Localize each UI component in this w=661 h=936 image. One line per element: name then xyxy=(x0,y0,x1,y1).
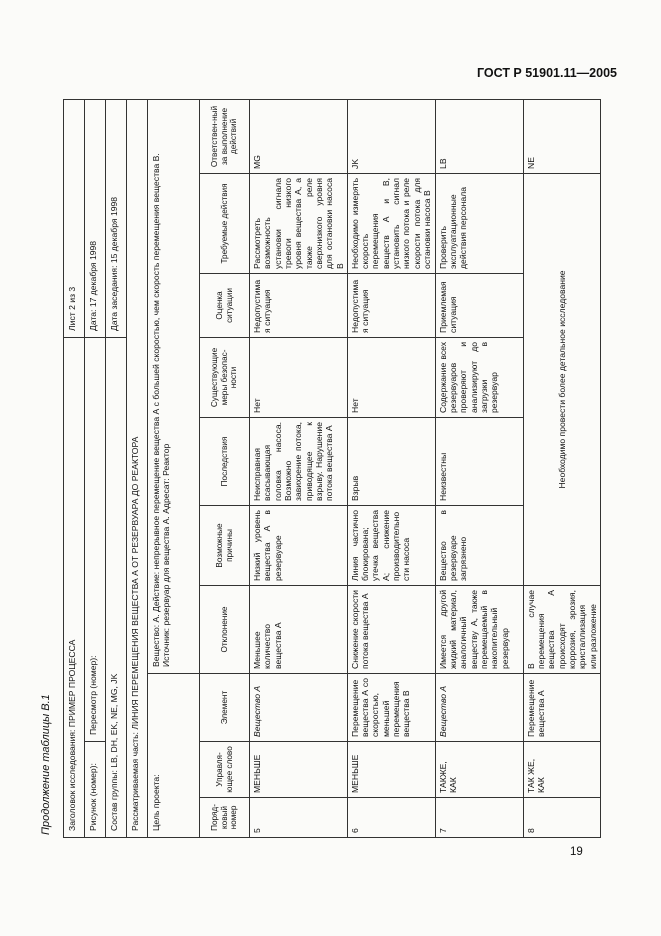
responsible: LB xyxy=(435,99,523,173)
possible-causes: Низкий уровень вещества А в резервуаре xyxy=(250,506,348,586)
guide-word: ТАК ЖЕ, КАК xyxy=(523,742,600,798)
standard-number: ГОСТ Р 51901.11—2005 xyxy=(476,66,617,80)
info-row-title xyxy=(64,99,85,837)
project-goal-label: Цель проекта: xyxy=(148,674,200,838)
info-row-goal xyxy=(148,99,200,837)
consequences: Взрыв xyxy=(347,418,435,506)
element: Вещество А xyxy=(250,674,348,742)
design-intent xyxy=(148,99,200,673)
col-header-deviation: Отклонение xyxy=(200,586,250,674)
table-row xyxy=(435,99,523,837)
col-header-actions: Требуемые действия xyxy=(200,173,250,273)
responsible: NE xyxy=(523,99,600,173)
guide-word: МЕНЬШЕ xyxy=(250,742,348,798)
page-number: 19 xyxy=(570,846,583,858)
assessment: Недопустимая ситуация xyxy=(250,273,348,337)
consequences: Неизвестны xyxy=(435,418,523,506)
team-members: Состав группы: LB, DH, EK, NE, MG, JK xyxy=(106,337,127,837)
required-actions: Рассмотреть возможность установки сигнала тревоги низкого уровня вещества А, а также реле сверхнизкого уровня для остановки насоса В xyxy=(250,173,348,273)
hazop-table xyxy=(63,99,601,838)
deviation: Снижение скорости потока вещества А xyxy=(347,586,435,674)
required-actions: Необходимо измерять скорость перемещения веществ А и В, установить сигнал низкого потока и реле скорости потока для остановки насоса В xyxy=(347,173,435,273)
existing-safeguards: Нет xyxy=(250,337,348,417)
design-intent-text: Вещество: А. Действие: непрерывное перемещение вещества А с большей скоростью, чем скорость перемещения вещества В. xyxy=(151,153,161,667)
study-title: Заголовок исследования: ПРИМЕР ПРОЦЕССА xyxy=(64,337,85,837)
row-number: 8 xyxy=(523,798,600,838)
table-row xyxy=(347,99,435,837)
col-header-element: Элемент xyxy=(200,674,250,742)
table-row xyxy=(250,99,348,837)
continuation-caption: Продолжение таблицы В.1 xyxy=(40,694,52,835)
table-row xyxy=(523,99,600,837)
assessment: Недопустимая ситуация xyxy=(347,273,435,337)
guide-word: ТАКЖЕ, КАК xyxy=(435,742,523,798)
col-header-number: Поряд-ковый номер xyxy=(200,798,250,838)
col-header-assessment: Оценка ситуации xyxy=(200,273,250,337)
further-study-note: Необходимо провести более детальное исследование xyxy=(523,173,600,585)
document-date: Дата: 17 декабря 1998 xyxy=(85,99,106,337)
required-actions: Проверить эксплуатационные действия персонала xyxy=(435,173,523,273)
responsible: MG xyxy=(250,99,348,173)
rotated-hazop-table xyxy=(63,100,598,838)
info-row-part xyxy=(127,99,148,837)
revision-number: Пересмотр (номер): xyxy=(85,337,106,741)
considered-part: Рассматриваемая часть: ЛИНИЯ ПЕРЕМЕЩЕНИЯ ВЕЩЕСТВА А ОТ РЕЗЕРВУАРА ДО РЕАКТОРА xyxy=(127,99,148,837)
col-header-safeguards: Существующие меры безопас-ности xyxy=(200,337,250,417)
deviation: Имеется другой жидкий материал, аналогичный веществу А, также перемещаемый в накопительный резервуар xyxy=(435,586,523,674)
responsible: JK xyxy=(347,99,435,173)
possible-causes: Вещество в резервуаре загрязнено xyxy=(435,506,523,586)
possible-causes: Линия частично блокирована; утечка вещества А; снижение производительности насоса xyxy=(347,506,435,586)
col-header-responsible: Ответствен-ный за выполнение действий xyxy=(200,99,250,173)
row-number: 6 xyxy=(347,798,435,838)
deviation: Меньшее количество вещества А xyxy=(250,586,348,674)
row-number: 7 xyxy=(435,798,523,838)
element: Вещество А xyxy=(435,674,523,742)
consequences: Неисправная всасывающая головка насоса. Возможно завихрение потока, приводящее к взрыву. Нарушение потока вещества А xyxy=(250,418,348,506)
row-number: 5 xyxy=(250,798,348,838)
deviation: В случае перемещения вещества А происходят коррозия, эрозия, кристаллизация или разложение xyxy=(523,586,600,674)
drawing-number: Рисунок (номер): xyxy=(85,742,106,838)
existing-safeguards: Содержание всех резервуаров проверяют и анализируют до загрузки в резервуар xyxy=(435,337,523,417)
guide-word: МЕНЬШЕ xyxy=(347,742,435,798)
info-row-drawing xyxy=(85,99,106,837)
assessment: Приемлемая ситуация xyxy=(435,273,523,337)
source-destination: Источник: резервуар для вещества А. Адресат: Реактор xyxy=(161,443,172,667)
element: Перемещение вещества А со скоростью, меньшей перемещения вещества В xyxy=(347,674,435,742)
sheet-number: Лист 2 из 3 xyxy=(64,99,85,337)
column-header-row xyxy=(200,99,250,837)
existing-safeguards: Нет xyxy=(347,337,435,417)
info-row-team xyxy=(106,99,127,837)
meeting-date: Дата заседания: 15 декабря 1998 xyxy=(106,99,127,337)
col-header-consequences: Последствия xyxy=(200,418,250,506)
col-header-causes: Возможные причины xyxy=(200,506,250,586)
col-header-guide-word: Управля-ющее слово xyxy=(200,742,250,798)
element: Перемещение вещества А xyxy=(523,674,600,742)
